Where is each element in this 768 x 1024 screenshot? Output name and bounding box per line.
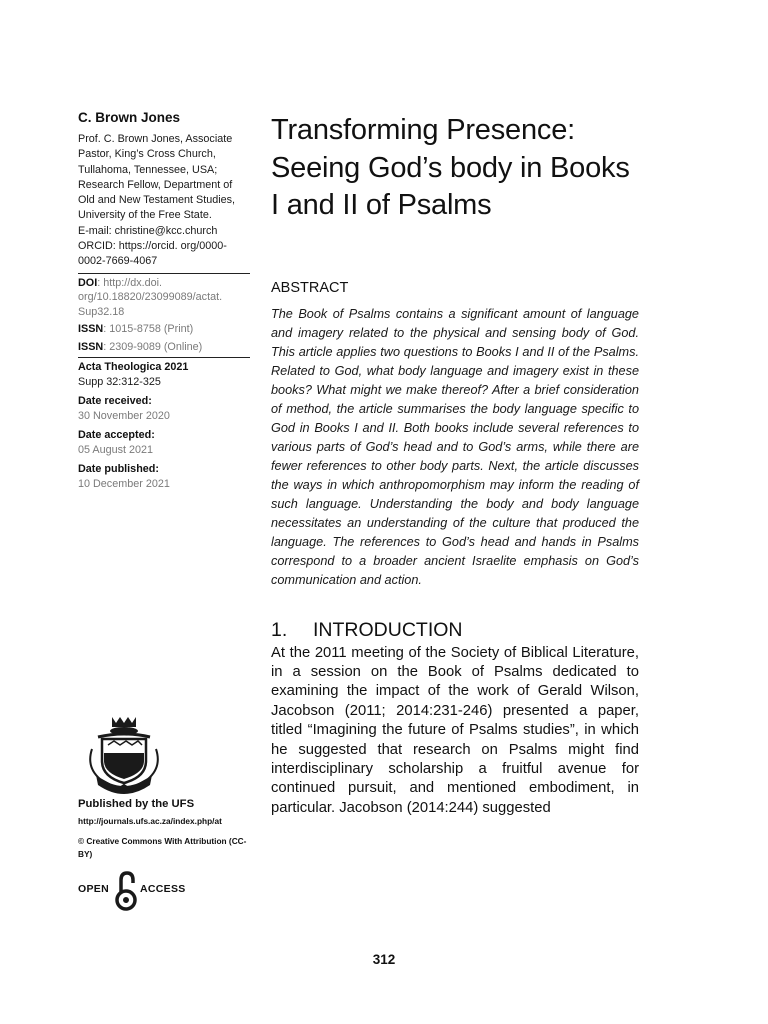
issn-label-online: ISSN bbox=[78, 340, 104, 353]
date-accepted-value: 05 August 2021 bbox=[78, 443, 154, 456]
article-main bbox=[271, 112, 639, 818]
issn-print-value: : 1015-8758 (Print) bbox=[103, 323, 194, 336]
journal-url[interactable]: http://journals.ufs.ac.za/index.php/at bbox=[78, 816, 222, 826]
abstract-text: The Book of Psalms contains a significant amount of language and imagery related to the physical and sensing body of God. This article applies two questions to Books I and II of the Psalms. Related to God, what body language and imagery exist in these books? What might we make thereof? After a brief consideration of method, the article summarises the body language specific to God in Books I and II. Both books include several references to various parts of God’s head and to God’s arms, while there are fewer references to other body parts. Next, the article discusses the ways in which anthropomorphism may inform the reading of such language. Understanding the body and body language necessitates an understanding of the culture that produced the language. The references to God’s head and hands in Psalms correspond to a broader ancient Israelite emphasis on God’s communication and action. bbox=[271, 306, 639, 587]
date-accepted-label: Date accepted: bbox=[78, 429, 155, 442]
introduction-text: At the 2011 meeting of the Society of Biblical Literature, in a session on the Book of Psalms dedicated to examining the impact of the work of Gerald Wilson, Jacobson (2011; 2014:231-246) presented a paper, titled “Imagining the future of Psalms studies”, in which he suggested that research on Psalms might find interdisciplinary scholarship a fruitful avenue for continued pursuit, and mentioned embodiment, in particular. Jacobson (2014:244) suggested bbox=[271, 644, 639, 816]
doi-label: DOI bbox=[78, 276, 98, 289]
author-email[interactable]: E-mail: christine@kcc.church bbox=[78, 224, 218, 237]
abstract-heading: ABSTRACT bbox=[271, 279, 349, 296]
divider bbox=[78, 357, 250, 358]
issn-online-value: : 2309-9089 (Online) bbox=[103, 340, 203, 353]
journal-supplement: Supp 32:312-325 bbox=[78, 375, 161, 388]
publisher-block bbox=[78, 797, 258, 861]
published-by: Published by the UFS bbox=[78, 798, 195, 810]
date-published-value: 10 December 2021 bbox=[78, 477, 170, 490]
divider bbox=[78, 273, 250, 274]
issn-print bbox=[78, 322, 250, 337]
ufs-crest-logo bbox=[78, 715, 168, 795]
author-name: C. Brown Jones bbox=[78, 110, 181, 125]
license-text: © Creative Commons With Attribution (CC-BY) bbox=[78, 836, 247, 859]
section-number: 1. bbox=[271, 618, 288, 641]
date-published-label: Date published: bbox=[78, 463, 159, 476]
date-received-label: Date received: bbox=[78, 395, 152, 408]
date-received-value: 30 November 2020 bbox=[78, 409, 170, 422]
issn-online bbox=[78, 340, 250, 355]
article-sidebar bbox=[78, 110, 250, 496]
author-orcid[interactable]: ORCID: https://orcid. org/0000-0002-7669-4067 bbox=[78, 240, 227, 268]
open-access-logo bbox=[78, 870, 198, 912]
doi[interactable] bbox=[78, 276, 250, 320]
section-title: INTRODUCTION bbox=[313, 618, 463, 641]
open-lock-icon bbox=[113, 870, 139, 912]
article-title: Transforming Presence: Seeing God’s body in Books I and II of Psalms bbox=[271, 114, 630, 221]
section-heading-introduction bbox=[271, 618, 639, 642]
page-number: 312 bbox=[372, 952, 396, 967]
doi-value: : http://dx.doi. org/10.18820/23099089/actat. Sup32.18 bbox=[78, 276, 223, 318]
open-access-open-word: OPEN bbox=[78, 883, 109, 895]
open-access-access-word: ACCESS bbox=[140, 883, 186, 895]
issn-label: ISSN bbox=[78, 323, 104, 336]
author-affiliation: Prof. C. Brown Jones, Associate Pastor, King’s Cross Church, Tullahoma, Tennessee, USA; Research Fellow, Department of Old and New Testament Studies, University of the Free State. bbox=[78, 133, 236, 222]
journal-name: Acta Theologica 2021 bbox=[78, 361, 189, 374]
